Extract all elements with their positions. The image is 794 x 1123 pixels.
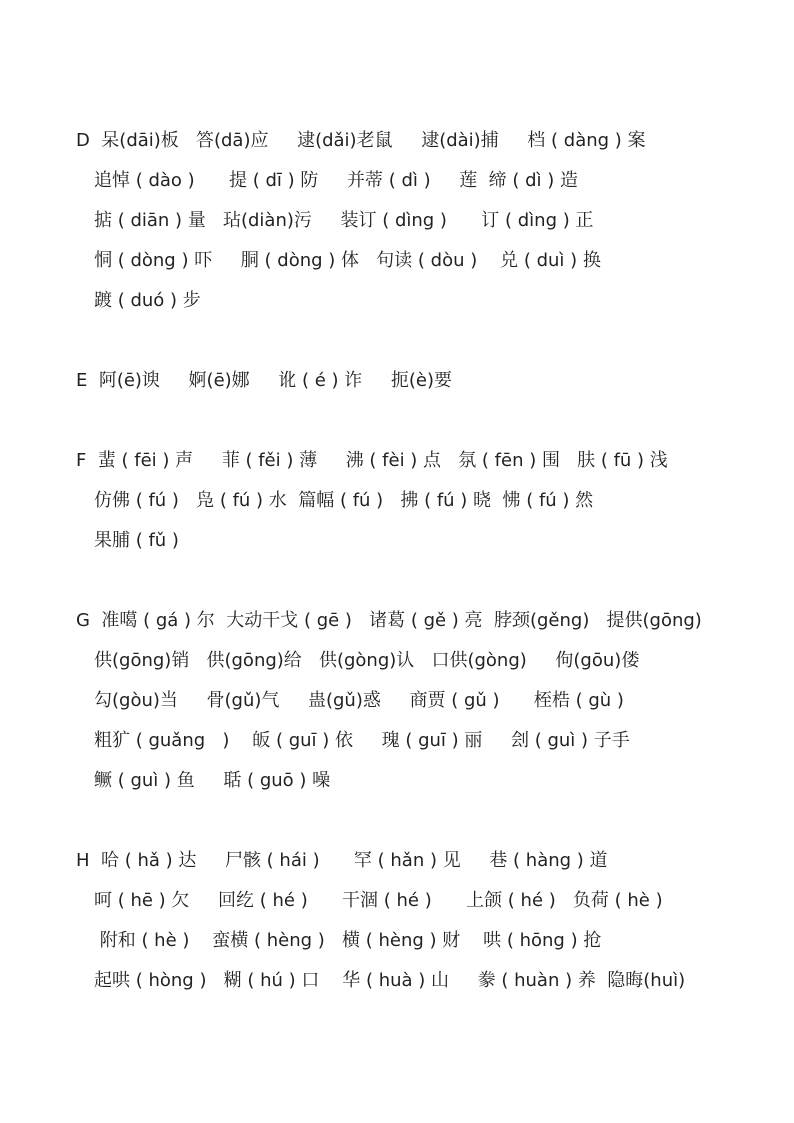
section-g-line-5: 鳜 ( guì ) 鱼 聒 ( guō ) 噪 — [94, 770, 331, 791]
section-d-line-1: D 呆(dāi)板 答(dā)应 逮(dǎi)老鼠 逮(dài)捕 档 ( dàng ) 案 — [76, 130, 646, 151]
section-f-line-3: 果脯 ( fǔ ) — [94, 530, 179, 551]
section-g-line-1: G 准噶 ( gá ) 尔 大动干戈 ( gē ) 诸葛 ( gě ) 亮 脖颈(gěng) 提供(gōng) — [76, 610, 702, 631]
section-h-line-3: 附和 ( hè ) 蛮横 ( hèng ) 横 ( hèng ) 财 哄 ( hōng ) 抢 — [94, 930, 602, 951]
section-d-line-4: 恫 ( dòng ) 吓 胴 ( dòng ) 体 句读 ( dòu ) 兑 ( duì ) 换 — [94, 250, 601, 271]
section-g-line-3: 勾(gòu)当 骨(gǔ)气 蛊(gǔ)惑 商贾 ( gǔ ) 桎梏 ( gù ) — [94, 690, 624, 711]
section-f-line-1: F 蜚 ( fēi ) 声 菲 ( fěi ) 薄 沸 ( fèi ) 点 氛 ( fēn ) 围 肤 ( fū ) 浅 — [76, 450, 668, 471]
section-h-line-4: 起哄 ( hòng ) 糊 ( hú ) 口 华 ( huà ) 山 豢 ( huàn ) 养 隐晦(huì) — [94, 970, 686, 991]
section-d-line-5: 踱 ( duó ) 步 — [94, 290, 201, 311]
section-d-line-2: 追悼 ( dào ) 提 ( dī ) 防 并蒂 ( dì ) 莲 缔 ( dì ) 造 — [94, 170, 579, 191]
section-g-line-4: 粗犷 ( guǎng ) 皈 ( guī ) 依 瑰 ( guī ) 丽 刽 ( guì ) 子手 — [94, 730, 630, 751]
section-e-line-1: E 阿(ē)谀 婀(ē)娜 讹 ( é ) 诈 扼(è)要 — [76, 370, 453, 391]
section-d-line-3: 掂 ( diān ) 量 玷(diàn)污 装订 ( dìng ) 订 ( dìng ) 正 — [94, 210, 594, 231]
section-g-line-2: 供(gōng)销 供(gōng)给 供(gòng)认 口供(gòng) 佝(gōu)偻 — [94, 650, 640, 671]
section-h-line-1: H 哈 ( hǎ ) 达 尸骸 ( hái ) 罕 ( hǎn ) 见 巷 ( hàng ) 道 — [76, 850, 608, 871]
section-f-line-2: 仿佛 ( fú ) 凫 ( fú ) 水 篇幅 ( fú ) 拂 ( fú ) 晓 怫 ( fú ) 然 — [94, 490, 594, 511]
section-h-line-2: 呵 ( hē ) 欠 回纥 ( hé ) 干涸 ( hé ) 上颌 ( hé ) 负荷 ( hè ) — [94, 890, 663, 911]
